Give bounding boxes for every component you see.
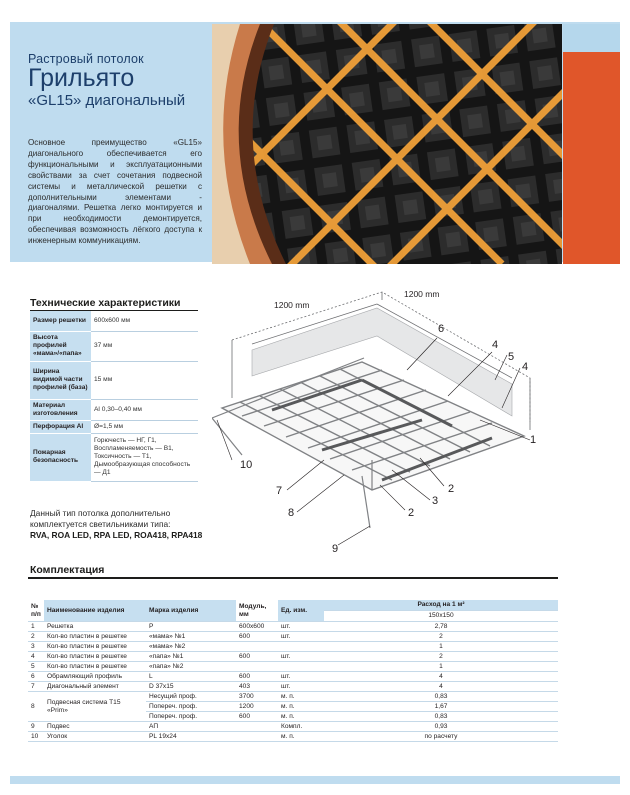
cell-n: 9 [28,722,44,732]
specs-title: Технические характеристики [30,297,181,309]
kit-header-row [28,600,558,611]
spec-row [30,420,198,433]
table-row [28,672,558,682]
cell-module: 600 [236,632,278,642]
spec-key: Ширина видимой части профилей (база) [30,361,91,399]
callout-2b: 2 [408,507,415,519]
cell-qty: 0,83 [324,692,558,702]
callout-6: 6 [438,323,445,335]
spec-row [30,331,198,361]
table-row [28,642,558,652]
spec-value: Al 0,30–0,40 мм [91,399,198,420]
spec-key: Перфорация Al [30,420,91,433]
cell-n: 3 [28,642,44,652]
note-text: Данный тип потолка дополнительно комплектуется светильниками типа: [30,508,171,529]
cell-qty: 0,93 [324,722,558,732]
cell-module [236,722,278,732]
cell-module: 600х600 [236,622,278,632]
spec-key: Высота профилей «мама»/«папа» [30,331,91,361]
cell-n: 6 [28,672,44,682]
cell-unit: м. п. [278,692,324,702]
product-title: Грильято [28,64,135,92]
cell-brand: Попереч. проф. [146,702,236,712]
cell-qty: по расчету [324,732,558,742]
spec-value: 600х600 мм [91,311,198,331]
cell-brand: «папа» №1 [146,652,236,662]
kit-title: Комплектация [30,564,105,576]
dim-left: 1200 mm [274,300,310,310]
cell-module [236,732,278,742]
col-num: № п/п [28,600,44,622]
cell-name: Решетка [44,622,146,632]
cell-n: 10 [28,732,44,742]
intro-paragraph: Основное преимущество «GL15» диагонального обеспечивается его функциональными и эксплуатационными свойствами за счет сочетания подвесной системы и металлической решетки с дополнительными элементами - диагоналями. Решетка легко монтируется и при необходимости демонтируется, обеспечивая возможность лёгкого доступа к инженерным коммуникациям. [28,138,202,246]
cell-unit: шт. [278,682,324,692]
cell-brand: Р [146,622,236,632]
cell-unit [278,642,324,652]
cell-unit [278,662,324,672]
cell-name: Кол-во пластин в решетке [44,642,146,652]
col-unit: Ед. изм. [278,600,324,622]
cell-brand: L [146,672,236,682]
cell-n: 4 [28,652,44,662]
cell-brand: АП [146,722,236,732]
cell-n: 7 [28,682,44,692]
cell-qty: 0,83 [324,712,558,722]
table-row [28,732,558,742]
col-brand: Марка изделия [146,600,236,622]
table-row [28,652,558,662]
cell-name: Уголок [44,732,146,742]
callout-4b: 4 [522,361,529,373]
category-title: Растровый потолок [28,52,144,66]
callout-9: 9 [332,543,339,555]
col-size: 150х150 [324,611,558,622]
table-row [28,682,558,692]
col-consumption: Расход на 1 м² [324,600,558,611]
spec-value: 37 мм [91,331,198,361]
col-name: Наименование изделия [44,600,146,622]
cell-name: Кол-во пластин в решетке [44,652,146,662]
cell-unit: м. п. [278,732,324,742]
note-luminaires: RVA, ROA LED, RPA LED, ROA418, RPA418 [30,530,203,540]
cell-brand: D 37х15 [146,682,236,692]
cell-module: 3700 [236,692,278,702]
table-row [28,692,558,702]
cell-brand: «папа» №2 [146,662,236,672]
spec-key: Пожарная безопасность [30,433,91,481]
callout-5: 5 [508,351,515,363]
spec-key: Размер решетки [30,311,91,331]
product-subtitle: «GL15» диагональный [28,92,186,109]
callout-1: 1 [530,434,537,446]
cell-unit: шт. [278,672,324,682]
cell-unit: м. п. [278,712,324,722]
cell-qty: 1,67 [324,702,558,712]
cell-name: Обрамляющий профиль [44,672,146,682]
spec-key: Материал изготовления [30,399,91,420]
cell-n: 2 [28,632,44,642]
assembly-diagram [212,280,552,560]
cell-brand: Несущий проф. [146,692,236,702]
cell-module: 600 [236,712,278,722]
spec-row [30,311,198,331]
cell-module: 600 [236,652,278,662]
cell-name: Подвес [44,722,146,732]
kit-table [28,600,558,742]
spec-row [30,399,198,420]
cell-unit: м. п. [278,702,324,712]
spec-value: Горючесть — НГ, Г1, Воспламеняемость — В1, Токсичность — Т1, Дымообразующая способность — Д1 [91,433,198,481]
callout-8: 8 [288,507,295,519]
ceiling-photo [212,24,562,264]
callout-10: 10 [240,459,253,471]
cell-qty: 2 [324,632,558,642]
cell-module: 403 [236,682,278,692]
specs-table [30,311,198,482]
table-row [28,662,558,672]
cell-n: 5 [28,662,44,672]
callout-3: 3 [432,495,439,507]
spec-value: 15 мм [91,361,198,399]
table-row [28,622,558,632]
cell-qty: 2,78 [324,622,558,632]
spec-row [30,433,198,481]
cell-name: Кол-во пластин в решетке [44,662,146,672]
cell-unit: шт. [278,622,324,632]
cell-n: 8 [28,692,44,722]
cell-brand: PL 19х24 [146,732,236,742]
spec-value: Ø=1,5 мм [91,420,198,433]
side-panel [563,24,620,264]
callout-4: 4 [492,339,499,351]
callout-2: 2 [448,483,455,495]
cell-qty: 4 [324,672,558,682]
cell-qty: 1 [324,642,558,652]
kit-rule [28,577,558,579]
cell-brand: Попереч. проф. [146,712,236,722]
cell-module: 600 [236,672,278,682]
cell-name: Диагональный элемент [44,682,146,692]
cell-name: Подвесная система Т15 «Prim» [44,692,146,722]
footer-band [10,776,620,784]
cell-unit: шт. [278,652,324,662]
dim-right: 1200 mm [404,289,440,299]
cell-module [236,642,278,652]
spec-row [30,361,198,399]
lighting-note [30,508,216,541]
table-row [28,632,558,642]
cell-qty: 1 [324,662,558,672]
cell-n: 1 [28,622,44,632]
col-module: Модуль, мм [236,600,278,622]
cell-module [236,662,278,672]
cell-qty: 4 [324,682,558,692]
cell-module: 1200 [236,702,278,712]
cell-unit: шт. [278,632,324,642]
callout-7: 7 [276,485,283,497]
cell-brand: «мама» №2 [146,642,236,652]
cell-qty: 2 [324,652,558,662]
cell-brand: «мама» №1 [146,632,236,642]
cell-unit: Компл. [278,722,324,732]
table-row [28,722,558,732]
cell-name: Кол-во пластин в решетке [44,632,146,642]
